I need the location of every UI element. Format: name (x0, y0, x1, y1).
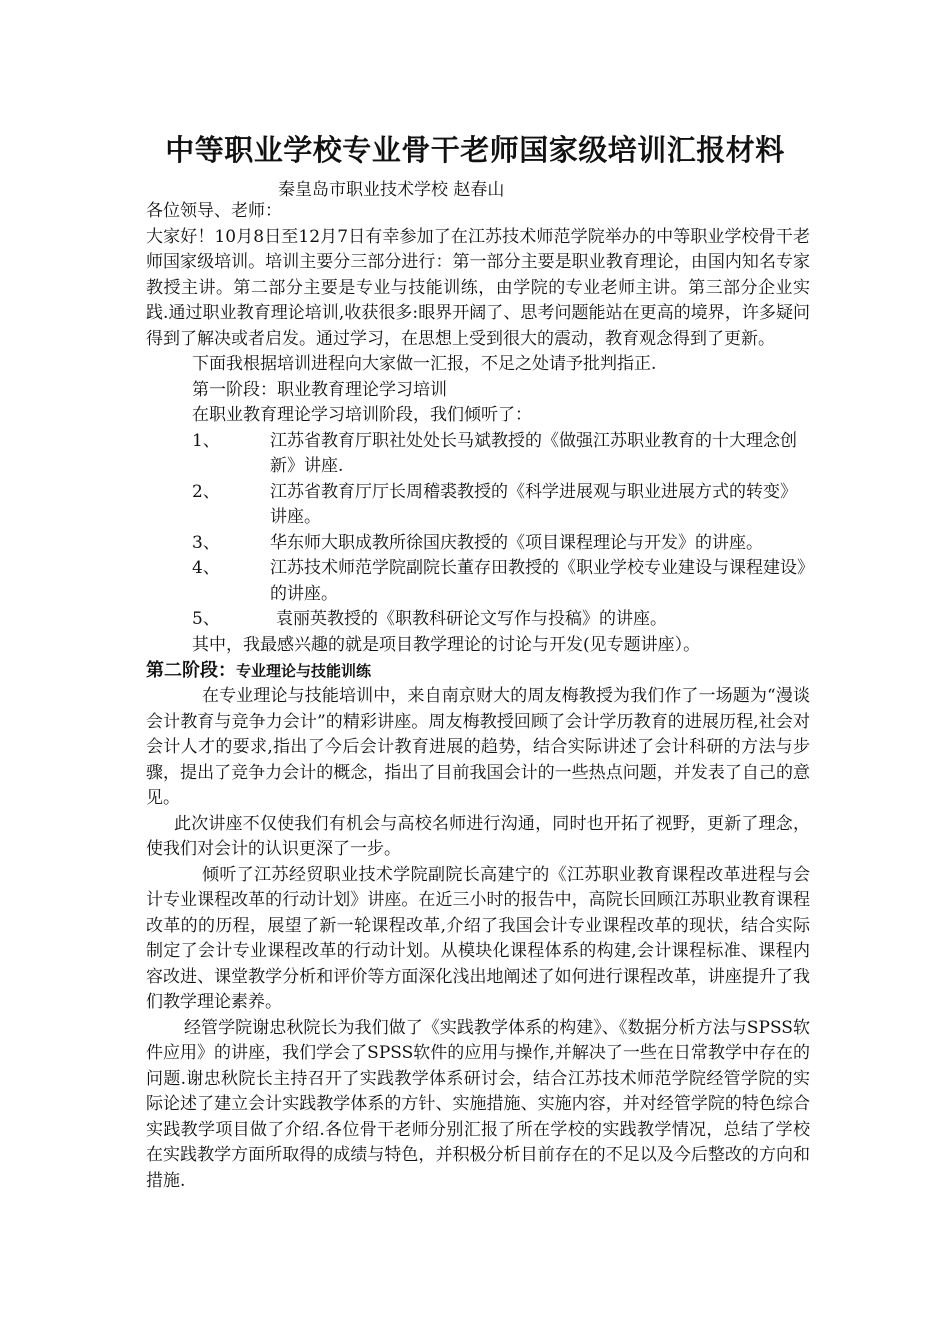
stage2-paragraph-2: 此次讲座不仅使我们有机会与高校名师进行沟通，同时也开拓了视野，更新了理念，使我们对会计的认识更深了一步。 (146, 813, 810, 859)
list-item-text: 江苏技术师范学院副院长董存田教授的《职业学校专业建设与课程建设》的讲座。 (270, 558, 806, 604)
list-item-number: 1、 (192, 430, 220, 451)
list-item-number: 2、 (192, 481, 220, 502)
stage2-heading (146, 658, 810, 684)
stage2-paragraph-4: 经管学院谢忠秋院长为我们做了《实践教学体系的构建》、《数据分析方法与SPSS软件应用》的讲座，我们学会了SPSS软件的应用与操作,并解决了一些在日常教学中存在的问题.谢忠秋院长主持召开了实践教学体系研讨会，结合江苏技术师范学院经管学院的实际论述了建立会计实践教学体系的方针、实施措施、实施内容，并对经管学院的特色综合实践教学项目做了介绍.各位骨干老师分别汇报了所在学校的实践教学情况，总结了学校在实践教学方面所取得的成绩与特色，并积极分析目前存在的不足以及今后整改的方向和措施. (146, 1017, 810, 1191)
stage2-heading-sub: 专业理论与技能训练 (236, 662, 372, 680)
list-item (146, 556, 810, 607)
list-item (146, 607, 810, 633)
lecture-list (146, 429, 810, 633)
report-intro: 下面我根据培训进程向大家做一汇报，不足之处请予批判指正. (192, 354, 657, 374)
list-item-text: 华东师大职成教所徐国庆教授的《项目课程理论与开发》的讲座。 (270, 532, 763, 553)
list-item-number: 5、 (192, 609, 220, 629)
stage2-heading-main: 第二阶段： (146, 660, 236, 681)
stage1-intro: 在职业教育理论学习培训阶段，我们倾听了： (192, 405, 532, 425)
document-body (146, 199, 810, 1194)
document-title: 中等职业学校专业骨干老师国家级培训汇报材料 (165, 133, 785, 167)
list-item (146, 480, 810, 531)
list-item (146, 531, 810, 557)
stage2-paragraph-1: 在专业理论与技能培训中，来自南京财大的周友梅教授为我们作了一场题为“漫谈会计教育与竞争力会计”的精彩讲座。周友梅教授回顾了会计学历教育的进展历程,社会对会计人才的要求,指出了今后会计教育进展的趋势，结合实际讲述了会计科研的方法与步骤，提出了竞争力会计的概念，指出了目前我国会计的一些热点问题，并发表了自己的意见。 (146, 686, 810, 808)
stage1-heading: 第一阶段：职业教育理论学习培训 (192, 379, 447, 400)
list-item-text: 江苏省教育厅职社处处长马斌教授的《做强江苏职业教育的十大理念创新》讲座. (270, 430, 797, 476)
stage1-note: 其中，我最感兴趣的就是项目教学理论的讨论与开发(见专题讲座）。 (192, 634, 701, 655)
stage2-paragraph-3: 倾听了江苏经贸职业技术学院副院长高建宁的《江苏职业教育课程改革进程与会计专业课程改革的行动计划》讲座。在近三小时的报告中，高院长回顾江苏职业教育课程改革的的历程，展望了新一轮课程改革,介绍了我国会计专业课程改革的现状，结合实际制定了会计专业课程改革的行动计划。从模块化课程体系的构建,会计课程标准、课程内容改进、课堂教学分析和评价等方面深化浅出地阐述了如何进行课程改革，讲座提升了我们教学理论素养。 (146, 864, 810, 1012)
intro-paragraph: 大家好！10月8日至12月7日有幸参加了在江苏技术师范学院举办的中等职业学校骨干老师国家级培训。培训主要分三部分进行：第一部分主要是职业教育理论，由国内知名专家教授主讲。第二部分主要是专业与技能训练，由学院的专业老师主讲。第三部分企业实践.通过职业教育理论培训,收获很多:眼界开阔了、思考问题能站在更高的境界，许多疑问得到了解决或者启发。通过学习，在思想上受到很大的震动，教育观念得到了更新。 (146, 226, 810, 349)
salutation: 各位领导、老师： (146, 201, 282, 221)
list-item (146, 429, 810, 480)
list-item-text: 江苏省教育厅厅长周稽裘教授的《科学进展观与职业进展方式的转变》讲座。 (270, 481, 797, 527)
list-item-number: 3、 (192, 532, 220, 553)
list-item-number: 4、 (192, 558, 220, 578)
author-line: 秦皇岛市职业技术学校 赵春山 (278, 180, 505, 200)
list-item-text: 袁丽英教授的《职教科研论文写作与投稿》的讲座。 (276, 609, 667, 629)
